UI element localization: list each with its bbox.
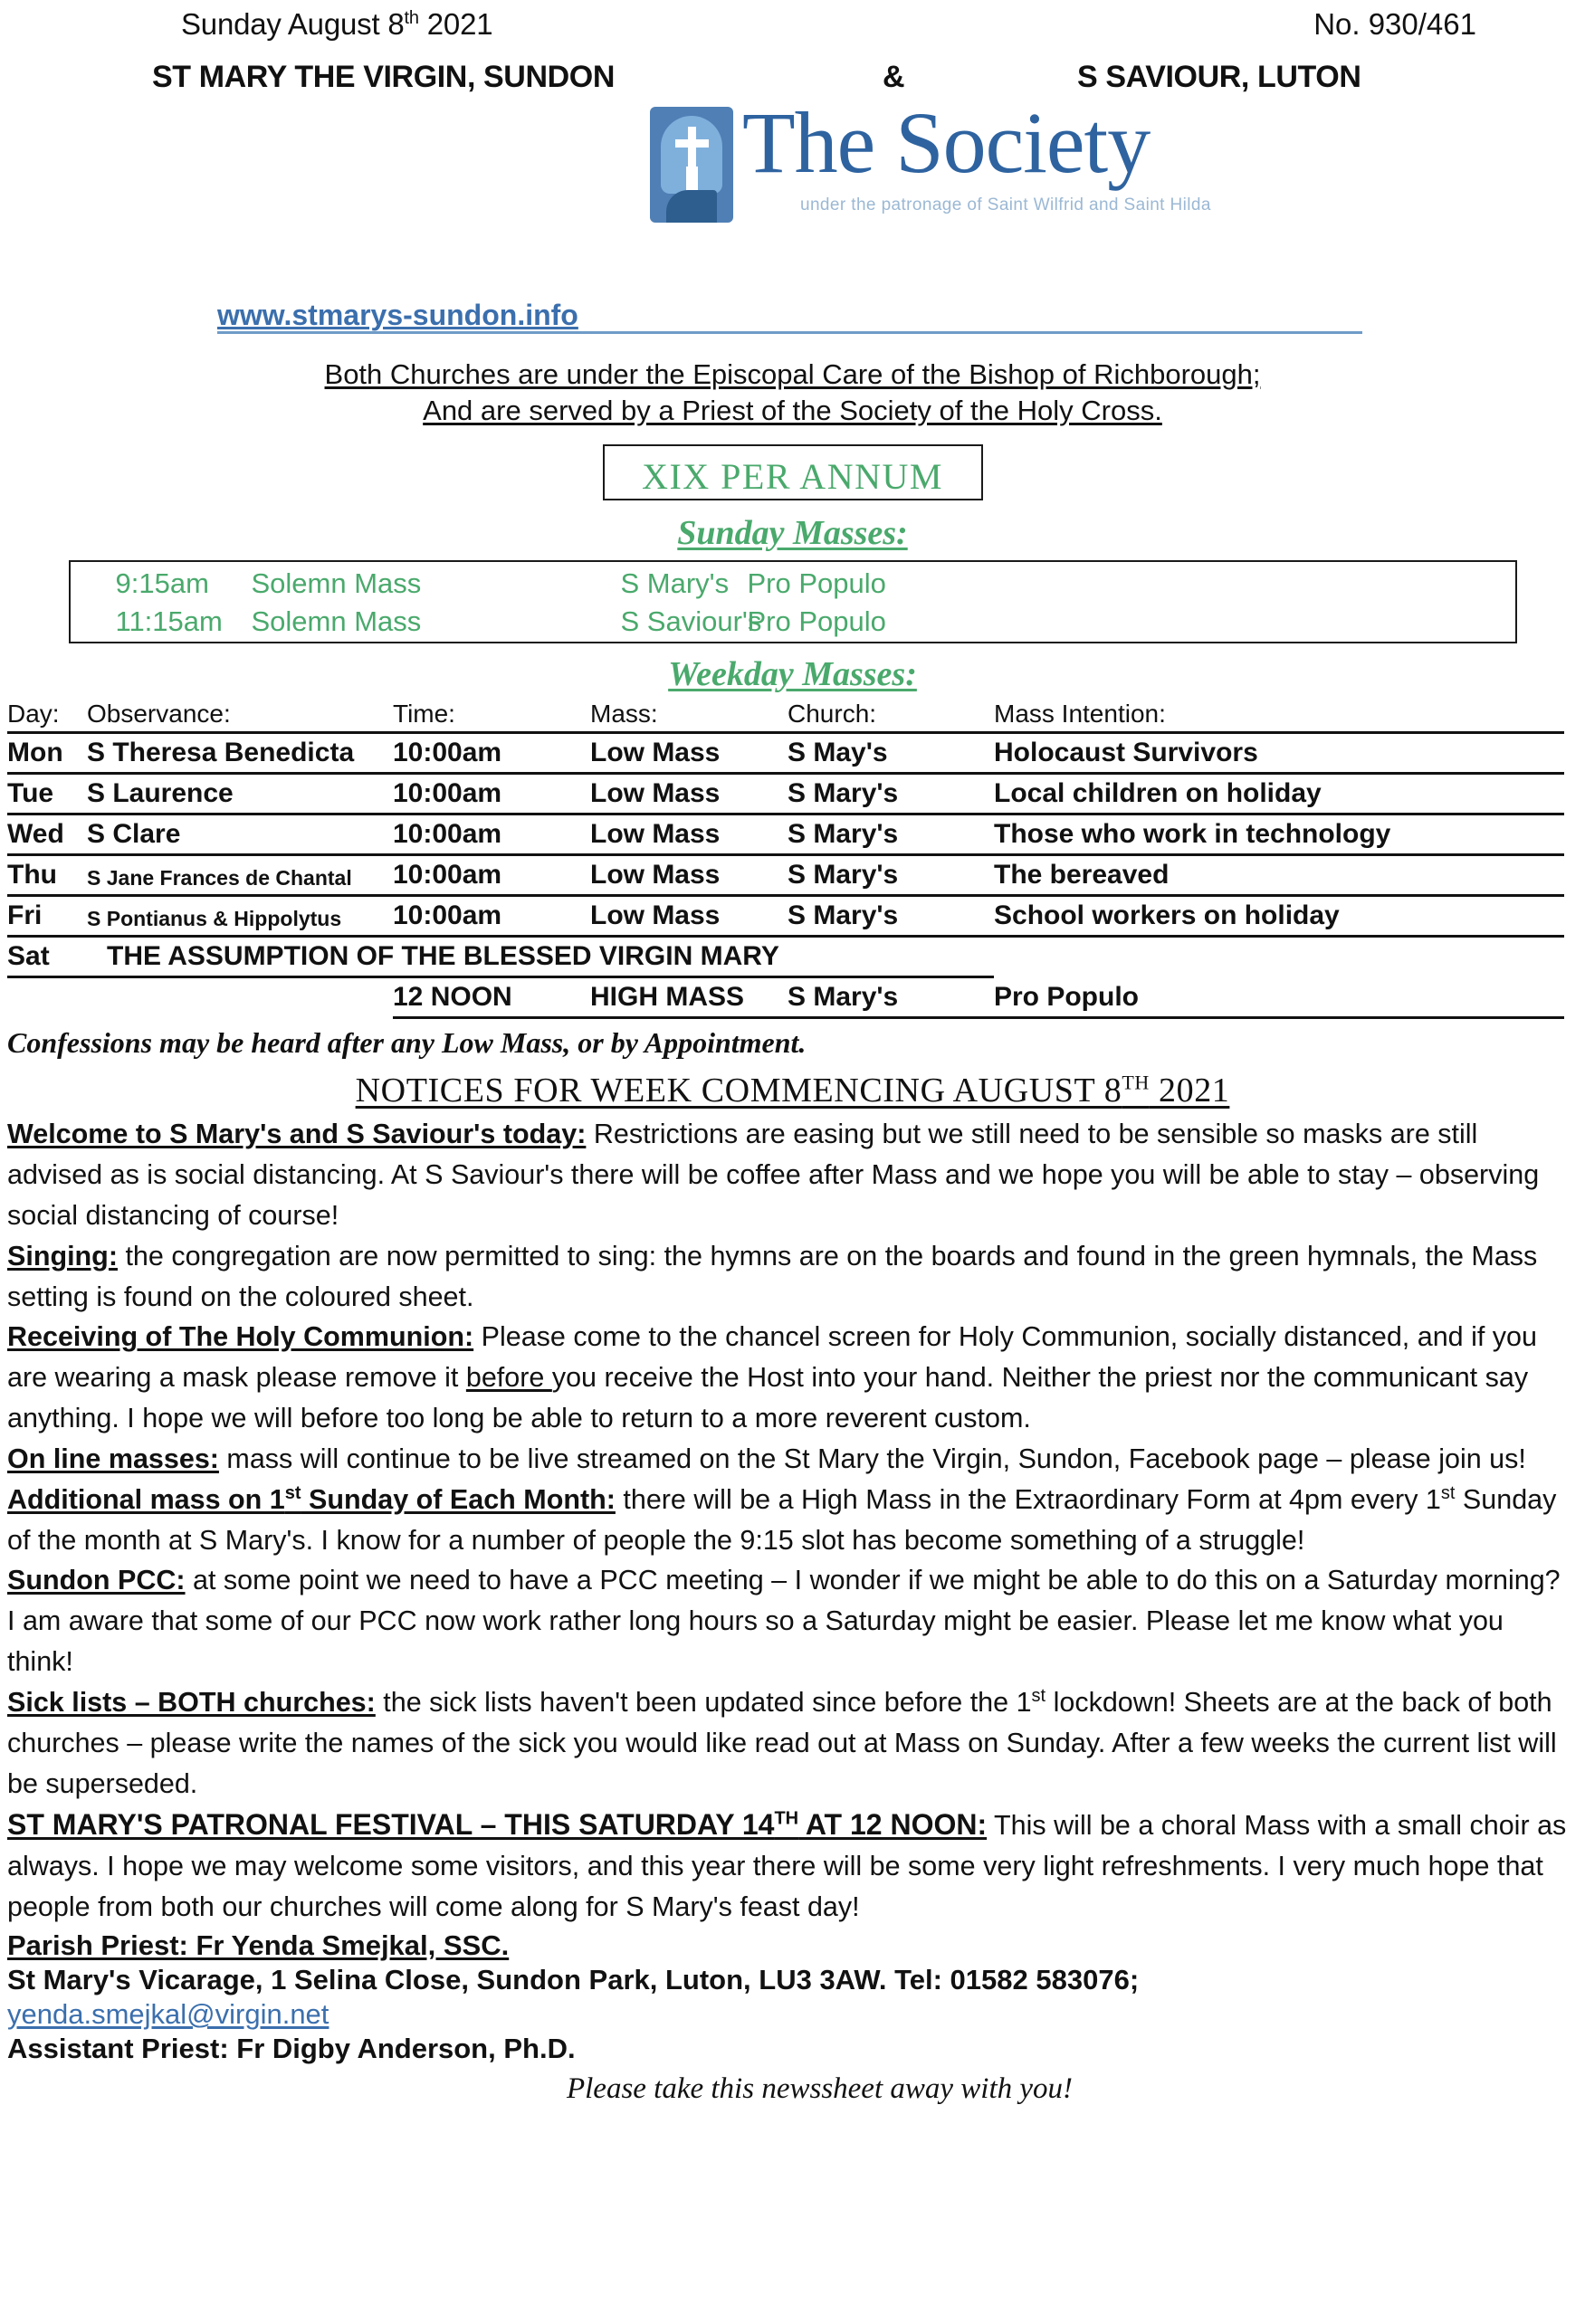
notice-body-emphasis: before bbox=[465, 1362, 552, 1394]
sunday-mass-intention: Pro Populo bbox=[747, 605, 886, 638]
cell-church: S Mary's bbox=[788, 814, 994, 855]
notice-body: Restrictions are easing but we still need to be sensible so masks are still advised as is social distancing. At S Saviour's there will be coffee after Mass and we hope you will be able to stay – observing social distancing of course! bbox=[7, 1119, 1540, 1231]
cell-observance: S Clare bbox=[87, 814, 393, 855]
top-line bbox=[0, 7, 1585, 56]
cell-church: S Mary's bbox=[788, 896, 994, 937]
liturgical-season-label: XIX PER ANNUM bbox=[642, 456, 943, 498]
notices-heading-ordinal: TH bbox=[1122, 1071, 1150, 1094]
church-name-right: S SAVIOUR, LUTON bbox=[1077, 60, 1361, 94]
table-row bbox=[7, 814, 1564, 855]
date-ordinal-suffix: th bbox=[404, 8, 419, 28]
notice-label: Sundon PCC: bbox=[7, 1565, 186, 1596]
cell-mass: Low Mass bbox=[590, 733, 788, 774]
table-row-saturday-title bbox=[7, 937, 1564, 977]
notice-body-post: you receive the Host into your hand. Neither the priest nor the communicant say anything. I hope we will before too long be able to return to a more reverent custom. bbox=[7, 1362, 1529, 1434]
cell-empty bbox=[994, 937, 1564, 977]
society-logo-block bbox=[0, 94, 1585, 331]
cell-intention: The bereaved bbox=[994, 855, 1564, 896]
cell-observance: S Theresa Benedicta bbox=[87, 733, 393, 774]
cell-intention: Holocaust Survivors bbox=[994, 733, 1564, 774]
notices-heading: NOTICES FOR WEEK COMMENCING AUGUST 8TH 2021 bbox=[355, 1071, 1230, 1110]
col-header-time: Time: bbox=[393, 698, 590, 733]
notice-label: ST MARY'S PATRONAL FESTIVAL – THIS SATURDAY 14TH AT 12 NOON: bbox=[7, 1808, 988, 1842]
col-header-church: Church: bbox=[788, 698, 994, 733]
table-row bbox=[7, 855, 1564, 896]
notice-label: Singing: bbox=[7, 1240, 118, 1272]
sunday-mass-time: 9:15am bbox=[115, 567, 209, 600]
cell-observance: S Laurence bbox=[87, 774, 393, 814]
table-row bbox=[7, 774, 1564, 814]
notice-body-pre: Please come to the chancel screen for Holy Communion, socially distanced, and if you are wearing a mask please remove it bbox=[7, 1321, 1537, 1394]
cell-day: Wed bbox=[7, 814, 87, 855]
issue-date: Sunday August 8th 2021 bbox=[181, 7, 493, 41]
ordinal-suffix: st bbox=[1440, 1482, 1456, 1503]
cell-mass: Low Mass bbox=[590, 896, 788, 937]
cell-time: 12 NOON bbox=[393, 977, 590, 1018]
notice-body-pre: there will be a High Mass in the Extraordinary Form at 4pm every 1 bbox=[615, 1483, 1441, 1515]
cell-empty bbox=[7, 977, 87, 1018]
society-wordmark: The Society bbox=[742, 94, 1151, 191]
cell-time: 10:00am bbox=[393, 774, 590, 814]
cell-church: S Mary's bbox=[788, 977, 994, 1018]
notice-body-post: lockdown! Sheets are at the back of both churches – please write the names of the sick you would like read out at Mass on Sunday. After a few weeks the current list will be superseded. bbox=[7, 1686, 1557, 1799]
logo-cross-horizontal bbox=[675, 139, 709, 148]
cell-intention: Local children on holiday bbox=[994, 774, 1564, 814]
cell-church: S Mary's bbox=[788, 774, 994, 814]
church-name-left: ST MARY THE VIRGIN, SUNDON bbox=[152, 60, 615, 94]
address-line: St Mary's Vicarage, 1 Selina Close, Sundon Park, Luton, LU3 3AW. Tel: 01582 583076; bbox=[7, 1964, 1140, 1996]
notice-sundon-pcc bbox=[7, 1560, 1574, 1681]
parish-priest-line: Parish Priest: Fr Yenda Smejkal, SSC. bbox=[7, 1929, 510, 1962]
cell-day: Tue bbox=[7, 774, 87, 814]
confessions-note: Confessions may be heard after any Low Mass, or by Appointment. bbox=[7, 1026, 807, 1060]
ordinal-suffix: TH bbox=[774, 1808, 799, 1829]
table-row-saturday-mass bbox=[7, 977, 1564, 1018]
cell-day: Thu bbox=[7, 855, 87, 896]
society-tagline: under the patronage of Saint Wilfrid and Saint Hilda bbox=[800, 195, 1211, 214]
weekday-masses-table bbox=[7, 698, 1564, 1019]
notice-label: Welcome to S Mary's and S Saviour's today: bbox=[7, 1119, 587, 1150]
cell-mass: Low Mass bbox=[590, 814, 788, 855]
col-header-intention: Mass Intention: bbox=[994, 698, 1564, 733]
newsletter-page bbox=[0, 7, 1585, 2324]
society-cross-icon bbox=[650, 107, 733, 223]
notice-welcome bbox=[7, 1114, 1574, 1235]
cell-church: S Mary's bbox=[788, 855, 994, 896]
issue-number: No. 930/461 bbox=[1313, 7, 1476, 41]
notice-body-post: Sunday of the month at S Mary's. I know for a number of people the 9:15 slot has become something of a struggle! bbox=[7, 1483, 1557, 1556]
header-divider bbox=[217, 331, 1362, 334]
episcopal-care-line-1: Both Churches are under the Episcopal Care of the Bishop of Richborough; bbox=[324, 358, 1261, 390]
cell-saturday-feast: THE ASSUMPTION OF THE BLESSED VIRGIN MARY bbox=[87, 937, 994, 977]
notice-additional-mass bbox=[7, 1480, 1574, 1561]
cell-day: Sat bbox=[7, 937, 87, 977]
cell-time: 10:00am bbox=[393, 855, 590, 896]
col-header-mass: Mass: bbox=[590, 698, 788, 733]
ordinal-suffix: st bbox=[284, 1482, 301, 1503]
website-link[interactable]: www.stmarys-sundon.info bbox=[217, 299, 578, 331]
col-header-observance: Observance: bbox=[87, 698, 393, 733]
ordinal-suffix: st bbox=[1031, 1685, 1046, 1706]
episcopal-care-block bbox=[0, 357, 1585, 428]
takeaway-note: Please take this newssheet away with you! bbox=[566, 2072, 1074, 2106]
col-header-day: Day: bbox=[7, 698, 87, 733]
sunday-mass-church: S Mary's bbox=[620, 567, 730, 600]
cell-mass: Low Mass bbox=[590, 855, 788, 896]
episcopal-care-line-2: And are served by a Priest of the Society of the Holy Cross. bbox=[423, 394, 1162, 426]
cell-time: 10:00am bbox=[393, 896, 590, 937]
ampersand: & bbox=[883, 60, 905, 94]
cell-time: 10:00am bbox=[393, 733, 590, 774]
cell-intention: Pro Populo bbox=[994, 977, 1564, 1018]
cell-empty bbox=[87, 977, 393, 1018]
liturgical-season-box bbox=[603, 444, 983, 500]
cell-time: 10:00am bbox=[393, 814, 590, 855]
sunday-mass-row bbox=[71, 567, 1515, 605]
cell-day: Fri bbox=[7, 896, 87, 937]
sunday-mass-intention: Pro Populo bbox=[747, 567, 886, 600]
logo-base-shape bbox=[666, 190, 717, 223]
weekday-masses-heading: Weekday Masses: bbox=[668, 655, 917, 694]
sunday-mass-row bbox=[71, 605, 1515, 643]
sunday-mass-type: Solemn Mass bbox=[251, 605, 422, 638]
sunday-mass-type: Solemn Mass bbox=[251, 567, 422, 600]
notice-singing bbox=[7, 1236, 1574, 1318]
table-header-row bbox=[7, 698, 1564, 733]
notice-body-pre: the sick lists haven't been updated since before the 1 bbox=[375, 1686, 1032, 1718]
sunday-mass-church: S Saviour's bbox=[620, 605, 762, 638]
notice-label: On line masses: bbox=[7, 1443, 219, 1474]
logo-cross-vertical bbox=[688, 127, 696, 170]
notice-sick-lists bbox=[7, 1682, 1574, 1804]
cell-observance: S Jane Frances de Chantal bbox=[87, 855, 393, 896]
email-link[interactable]: yenda.smejkal@virgin.net bbox=[7, 1998, 329, 2031]
notice-label: Receiving of The Holy Communion: bbox=[7, 1321, 474, 1353]
cell-intention: School workers on holiday bbox=[994, 896, 1564, 937]
assistant-priest-line: Assistant Priest: Fr Digby Anderson, Ph.D. bbox=[7, 2033, 576, 2065]
cell-intention: Those who work in technology bbox=[994, 814, 1564, 855]
cell-church: S May's bbox=[788, 733, 994, 774]
table-row bbox=[7, 896, 1564, 937]
notice-online-masses bbox=[7, 1439, 1574, 1480]
notice-patronal-festival bbox=[7, 1804, 1574, 1928]
cell-mass: Low Mass bbox=[590, 774, 788, 814]
sunday-mass-time: 11:15am bbox=[115, 605, 223, 638]
sunday-masses-box bbox=[69, 560, 1517, 643]
notice-body: the congregation are now permitted to sing: the hymns are on the boards and found in the green hymnals, the Mass setting is found on the coloured sheet. bbox=[7, 1240, 1538, 1312]
notice-body: mass will continue to be live streamed on the St Mary the Virgin, Sundon, Facebook page – please join us! bbox=[218, 1443, 1526, 1474]
notice-label: Additional mass on 1st Sunday of Each Month: bbox=[7, 1482, 616, 1515]
notice-body: This will be a choral Mass with a small choir as always. I hope we may welcome some visitors, and this year there will be some very light refreshments. I very much hope that people from both our churches will come along for S Mary's feast day! bbox=[7, 1810, 1567, 1923]
cell-mass: HIGH MASS bbox=[590, 977, 788, 1018]
table-row bbox=[7, 733, 1564, 774]
notice-holy-communion bbox=[7, 1317, 1574, 1438]
sunday-masses-heading: Sunday Masses: bbox=[677, 514, 908, 553]
cell-observance: S Pontianus & Hippolytus bbox=[87, 896, 393, 937]
cell-day: Mon bbox=[7, 733, 87, 774]
notice-body: at some point we need to have a PCC meeting – I wonder if we might be able to do this on a Saturday morning? I am aware that some of our PCC now work rather long hours so a Saturday might be easier. Please let me know what you think! bbox=[7, 1565, 1561, 1678]
notice-label: Sick lists – BOTH churches: bbox=[7, 1686, 376, 1718]
